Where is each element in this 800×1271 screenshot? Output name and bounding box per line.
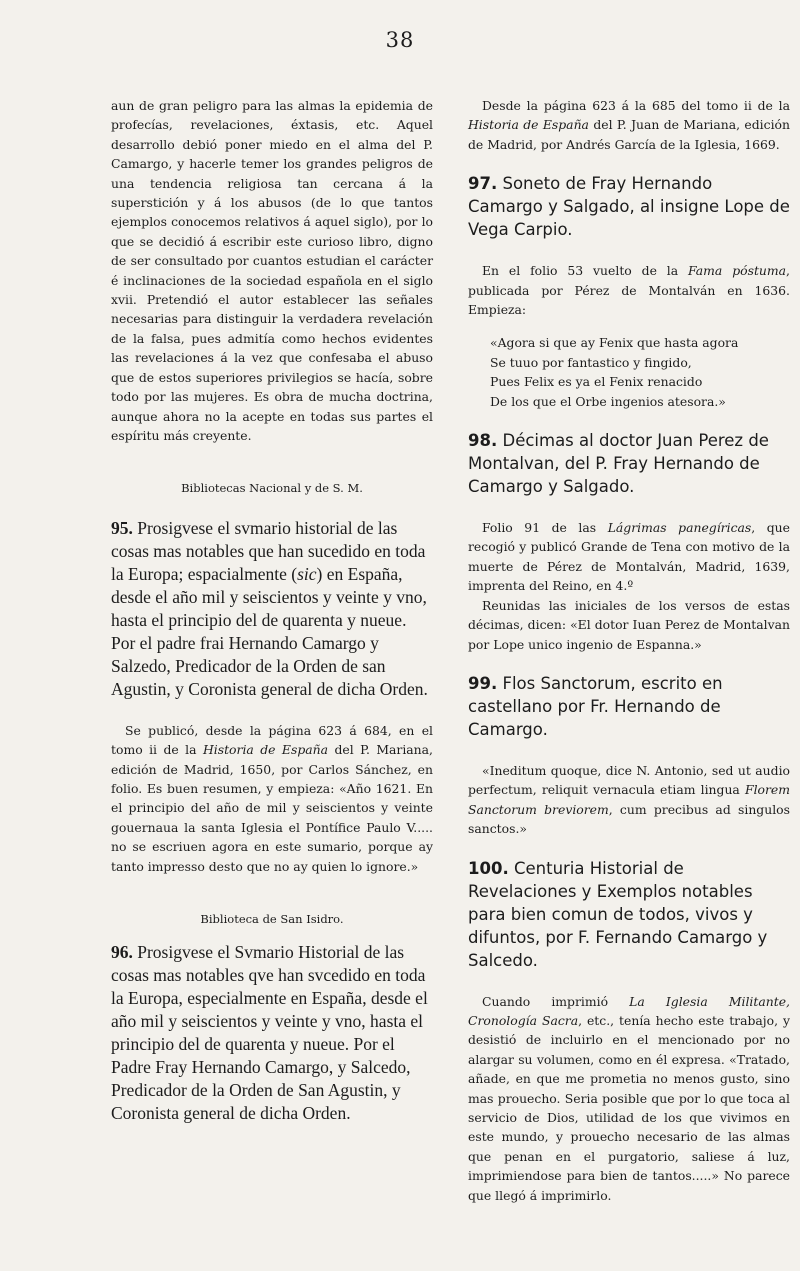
left-column: [111, 96, 433, 1145]
right-column: [468, 96, 790, 1205]
entry-98-text-b: , que recogió y publicó Grande de Tena con motivo de la muerte de Pérez de Montalván, Madrid, 1639, imprenta del Reino, en 4.º: [468, 520, 790, 594]
entry-97-number: 97.: [468, 174, 498, 194]
continuation-text-a: Desde la página 623 á la 685 del tomo ii de la: [482, 98, 790, 113]
entry-99-title: Flos Sanctorum, escrito en castellano por Fr. Hernando de Camargo.: [468, 673, 723, 739]
entry-98-description-2: Reunidas las iniciales de los versos de estas décimas, dicen: «El dotor Iuan Perez de Montalvan por Lope unico ingenio de Espanna.»: [468, 597, 790, 652]
entry-99-number: 99.: [468, 673, 498, 693]
entry-95-italic-title: Historia de España: [202, 742, 329, 758]
entry-96-heading: [111, 941, 433, 1125]
entry-99-text-b: , cum precibus ad singulos sanctos.»: [468, 801, 790, 837]
entry-100-heading: [468, 857, 790, 972]
entry-97-text-b: , publicada por Pérez de Montalván en 1636. Empieza:: [468, 263, 790, 318]
entry-100-description: [468, 992, 790, 1205]
entry-97-description: [468, 261, 790, 319]
entry-95-title-a: Prosigvese el svmario historial de las cosas mas notables que han sucedido en toda la Europa; espacialmente (: [111, 517, 426, 584]
entry-95-text-b: del P. Mariana, edición de Madrid, 1650, por Carlos Sánchez, en folio. Es buen resumen, y empieza: «Año 1621. En el principio del año de mil y seiscientos y veinte gouernaua la santa Iglesia el Pontífice Paulo V..... no se escriuen agora en este sumario, porque ay tanto impresso desto que no ay quien lo ignore.»: [111, 742, 433, 874]
entry-97-heading: [468, 172, 790, 241]
entry-98-italic-title: Lágrimas panegíricas: [607, 520, 752, 536]
entry-99-heading: [468, 672, 790, 741]
entry-100-title: Centuria Historial de Revelaciones y Exemplos notables para bien comun de todos, vivos y difuntos, por F. Fernando Camargo y Salcedo.: [468, 858, 768, 970]
entry-100-text-a: Cuando imprimió: [482, 993, 630, 1009]
entry-98-title: Décimas al doctor Juan Perez de Montalvan, del P. Fray Hernando de Camargo y Salgado.: [468, 431, 769, 497]
entry-100-italic-title: La Iglesia Militante, Cronología Sacra: [468, 993, 790, 1028]
entry-97-quote-line: «Agora si que ay Fenix que hasta agora: [490, 335, 739, 351]
page-number: 38: [385, 28, 415, 52]
entry-97-italic-title: Fama póstuma: [688, 263, 787, 279]
entry-95-number: 95.: [111, 517, 133, 538]
intro-paragraph: aun de gran peligro para las almas la epidemia de profecías, revelaciones, éxtasis, etc. Aquel desarrollo debió poner miedo en el alma del P. Camargo, y hacerle temer los grandes peligros de una tendencia religiosa tan cercana á la superstición y á los abusos (de lo que tantos ejemplos conocemos relativos á aquel siglo), por lo que se decidió á escribir este curioso libro, digno de ser consultado por cuantos estudian el carácter é inclinaciones de la sociedad española en el siglo xvii. Pretendió el autor establecer las señales necesarias para distinguir la verdadera revelación de la falsa, pues admitía como hechos evidentes las revelaciones á la vez que confesaba el abuso que de estos superiores privilegios se hacía, sobre todo por las mujeres. Es obra de mucha doctrina, aunque ahora no la acepte en todas sus partes el espíritu más creyente.: [111, 98, 433, 443]
library-note-2: Biblioteca de San Isidro.: [200, 911, 344, 926]
entry-98-text-a: Folio 91 de las: [482, 520, 608, 536]
entry-100-number: 100.: [468, 858, 509, 878]
entry-97-quote-line: Se tuuo por fantastico y fingido,: [490, 354, 692, 370]
entry-97-text-a: En el folio 53 vuelto de la: [482, 263, 689, 279]
entry-99-italic-title: Florem Sanctorum breviorem: [468, 782, 790, 817]
entry-97-quote-line: De los que el Orbe ingenios atesora.»: [490, 393, 726, 409]
entry-95-description: [111, 721, 433, 876]
entry-96-number: 96.: [111, 942, 133, 963]
entry-97-quote-line: Pues Felix es ya el Fenix renacido: [490, 374, 703, 390]
entry-99-description: [468, 761, 790, 839]
entry-95-heading: [111, 517, 433, 701]
library-note-1: Bibliotecas Nacional y de S. M.: [181, 481, 363, 496]
entry-97-title: Soneto de Fray Hernando Camargo y Salgado, al insigne Lope de Vega Carpio.: [468, 174, 790, 240]
continuation-paragraph: [468, 96, 790, 154]
entry-98-number: 98.: [468, 431, 498, 451]
continuation-italic-title: Historia de España: [468, 117, 589, 133]
entry-98-description: [468, 518, 790, 596]
continuation-text-b: del P. Juan de Mariana, edición de Madrid, por Andrés García de la Iglesia, 1669.: [468, 117, 790, 152]
entry-95-sic: sic: [297, 563, 317, 584]
entry-99-text-a: «Ineditum quoque, dice N. Antonio, sed ut audio perfectum, reliquit vernacula etiam lingua: [468, 762, 790, 798]
entry-96-title: Prosigvese el Svmario Historial de las cosas mas notables qve han svcedido en toda la Europa, especialmente en España, desde el año mil y seiscientos y veinte y vno, hasta el principio del de quarenta y nueue. Por el Padre Fray Hernando Camargo, y Salcedo, Predicador de la Orden de San Agustin, y Coronista general de dicha Orden.: [111, 942, 428, 1124]
entry-95-text-a: Se publicó, desde la página 623 á 684, en el tomo ii de la: [111, 722, 433, 758]
entry-100-text-b: , etc., tenía hecho este trabajo, y desistió de incluirlo en el mencionado por no alargar su volumen, como en él expresa. «Tratado, añade, en que me prometia no menos gusto, sino mas prouecho. Seria posible que por lo que toca al servicio de Dios, utilidad de los que vivimos en este mundo, y prouecho necesario de las almas que penan en el purgatorio, saliese á luz, imprimiendose para bien de tantos.....» No parece que llegó á imprimirlo.: [468, 1012, 790, 1203]
entry-98-heading: [468, 429, 790, 498]
entry-95-title-b: ) en España, desde el año mil y seiscientos y veinte y vno, hasta el principio del de quarenta y nueue. Por el padre frai Hernando Camargo y Salzedo, Predicador de la Orden de san Agustin, y Coronista general de dicha Orden.: [111, 563, 428, 699]
